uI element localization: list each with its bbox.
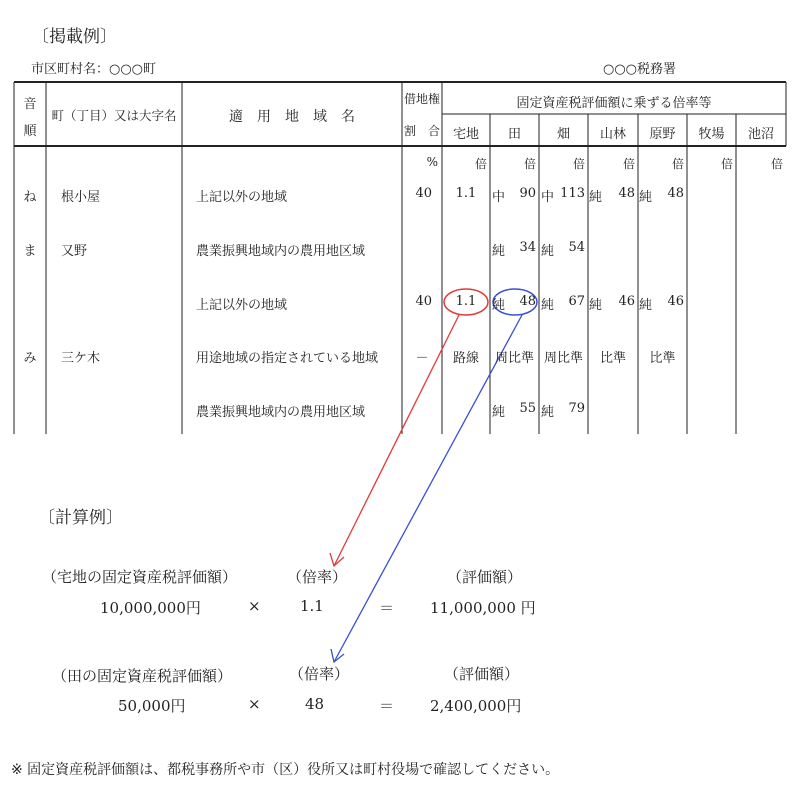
- calc1-value: 10,000,000円: [100, 599, 201, 617]
- row-genya-prefix: 純: [639, 298, 653, 313]
- row-takuchi: 1.1: [455, 294, 477, 309]
- row-genya-value: 48: [667, 186, 684, 201]
- row-takuchi: 1.1: [455, 186, 477, 201]
- row-area: 農業振興地域内の農用地区域: [196, 244, 366, 259]
- section-title-example: 〔掲載例〕: [32, 27, 117, 47]
- footnote: ※ 固定資産税評価額は、都税事務所や市（区）役所又は町村役場で確認してください。: [11, 762, 560, 778]
- row-ta-prefix: 純: [492, 298, 506, 313]
- row-sanrin-prefix: 純: [589, 190, 603, 205]
- row-sanrin-value: 48: [618, 186, 635, 201]
- calc2-mult-label: （倍率）: [289, 665, 350, 683]
- calc2-mult: 48: [305, 695, 325, 713]
- row-ta-value: 34: [519, 240, 536, 255]
- row-town: 又野: [61, 244, 88, 259]
- row-genya-text: 比準: [649, 351, 676, 366]
- header-ratio-1: 借地権: [403, 92, 440, 106]
- row-sanrin-text: 比準: [599, 351, 626, 366]
- col-genya: 原野: [649, 127, 676, 142]
- header-ratio-2: 割 合: [403, 124, 440, 138]
- unit-times: 倍: [474, 157, 487, 171]
- unit-times: 倍: [770, 157, 783, 171]
- header-area: 適 用 地 域 名: [229, 109, 355, 125]
- calc2-label: （田の固定資産税評価額）: [52, 667, 233, 685]
- col-bokujo: 牧場: [698, 127, 725, 142]
- unit-times: 倍: [523, 157, 536, 171]
- calc2-times: ×: [248, 695, 261, 713]
- calc2-result: 2,400,000円: [430, 697, 522, 715]
- header-kana-1: 音: [23, 97, 37, 112]
- unit-times: 倍: [622, 157, 635, 171]
- row-takuchi: 路線: [452, 351, 479, 366]
- row-kana: ま: [23, 244, 37, 259]
- calc1-eq: ＝: [379, 599, 395, 617]
- col-takuchi: 宅地: [452, 127, 479, 142]
- row-ratio: 40: [415, 186, 432, 201]
- header-kana-2: 順: [23, 124, 37, 139]
- calc2-value: 50,000円: [118, 697, 186, 715]
- calc2-eq: ＝: [379, 697, 395, 715]
- row-hata-prefix: 純: [541, 405, 555, 420]
- row-hata-text: 周比準: [543, 351, 583, 366]
- row-sanrin-prefix: 純: [589, 298, 603, 313]
- row-ta-value: 90: [519, 186, 536, 201]
- calc1-mult-label: （倍率）: [287, 568, 348, 586]
- row-hata-prefix: 純: [541, 244, 555, 259]
- row-hata-value: 113: [560, 186, 585, 201]
- row-hata-value: 79: [568, 401, 585, 416]
- unit-times: 倍: [720, 157, 733, 171]
- col-ta: 田: [507, 127, 521, 142]
- row-kana: ね: [23, 190, 37, 205]
- calc1-result: 11,000,000 円: [430, 599, 536, 617]
- calc1-label: （宅地の固定資産税評価額）: [42, 568, 238, 586]
- row-genya-prefix: 純: [639, 190, 653, 205]
- row-town: 三ケ木: [61, 351, 101, 366]
- col-hata: 畑: [556, 127, 570, 142]
- calc1-times: ×: [248, 597, 261, 615]
- header-town: 町（丁目）又は大字名: [51, 108, 177, 123]
- row-area: 上記以外の地域: [196, 298, 288, 313]
- row-hata-prefix: 純: [541, 298, 555, 313]
- row-hata-prefix: 中: [541, 190, 555, 205]
- row-sanrin-value: 46: [618, 294, 635, 309]
- row-ta-prefix: 純: [492, 405, 506, 420]
- row-ta-text: 周比準: [494, 351, 534, 366]
- row-ta-prefix: 中: [492, 190, 506, 205]
- calc2-result-label: （評価額）: [444, 665, 520, 683]
- municipality-label: 市区町村名：○○○町: [31, 62, 157, 77]
- row-ratio: －: [415, 351, 429, 366]
- unit-times: 倍: [671, 157, 684, 171]
- row-hata-value: 54: [568, 240, 585, 255]
- row-ta-value: 55: [519, 401, 536, 416]
- unit-times: 倍: [572, 157, 585, 171]
- unit-pct: %: [426, 155, 438, 169]
- row-ta-prefix: 純: [492, 244, 506, 259]
- row-hata-value: 67: [568, 294, 585, 309]
- row-area: 農業振興地域内の農用地区域: [196, 405, 366, 420]
- row-area: 用途地域の指定されている地域: [196, 351, 379, 366]
- tax-office-label: ○○○税務署: [603, 62, 677, 77]
- section-title-calc: 〔計算例〕: [38, 508, 123, 528]
- calc1-mult: 1.1: [300, 597, 324, 615]
- row-town: 根小屋: [61, 190, 101, 205]
- row-area: 上記以外の地域: [196, 190, 288, 205]
- col-chisho: 池沼: [747, 127, 774, 142]
- col-sanrin: 山林: [599, 127, 626, 142]
- row-ratio: 40: [415, 294, 432, 309]
- calc1-result-label: （評価額）: [447, 568, 523, 586]
- row-ta-value: 48: [519, 294, 536, 309]
- row-genya-value: 46: [667, 294, 684, 309]
- header-multiplier-group: 固定資産税評価額に乗ずる倍率等: [516, 96, 712, 111]
- row-kana: み: [23, 351, 37, 366]
